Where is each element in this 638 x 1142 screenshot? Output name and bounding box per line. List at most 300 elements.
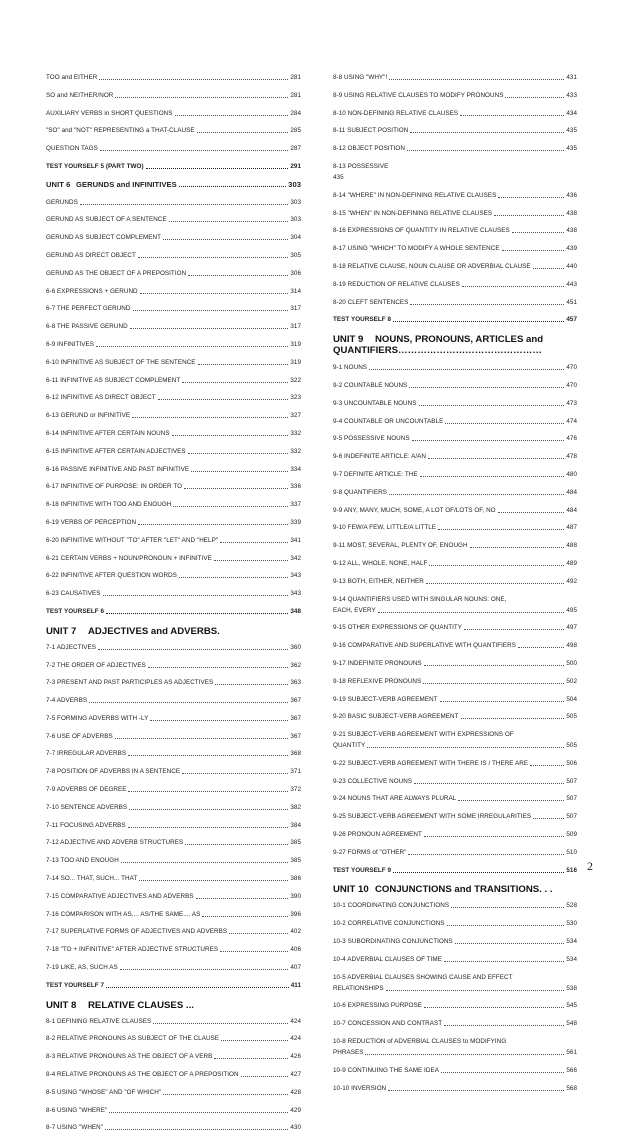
toc-entry bbox=[46, 555, 301, 562]
toc-entry bbox=[333, 192, 577, 199]
dot-leader bbox=[103, 595, 289, 596]
entry-title: 6-23 CAUSATIVES bbox=[46, 590, 101, 598]
toc-entry bbox=[333, 678, 577, 685]
entry-title: TEST YOURSELF 7 bbox=[46, 981, 105, 989]
entry-page: 411 bbox=[290, 981, 301, 989]
entry-page: 384 bbox=[290, 821, 301, 829]
entry-page: 305 bbox=[290, 251, 301, 259]
entry-page: 484 bbox=[566, 488, 577, 496]
dot-leader bbox=[423, 683, 564, 684]
entry-page: 431 bbox=[566, 74, 577, 81]
entry-page: 406 bbox=[290, 946, 301, 954]
entry-title: GERUND AS SUBJECT OF A SENTENCE bbox=[46, 216, 167, 224]
entry-title: 9-23 COLLECTIVE NOUNS bbox=[333, 777, 413, 785]
entry-page: 504 bbox=[566, 695, 577, 703]
unit-title: NOUNS, PRONOUNS, ARTICLES and bbox=[375, 334, 544, 346]
entry-page: 435 bbox=[333, 173, 344, 181]
dot-leader bbox=[412, 440, 565, 441]
toc-entry bbox=[333, 578, 577, 585]
entry-title: 7-14 SO... THAT, SUCH... THAT bbox=[46, 875, 138, 883]
toc-entry bbox=[46, 822, 301, 829]
entry-title: 9-14 QUANTIFIERS USED WITH SINGULAR NOUNS: ONE, bbox=[333, 595, 507, 603]
entry-page: 342 bbox=[290, 554, 301, 562]
entry-page: 314 bbox=[290, 287, 301, 295]
entry-title: 9-12 ALL, WHOLE, NONE, HALF bbox=[333, 559, 428, 567]
entry-page: 498 bbox=[566, 642, 577, 650]
entry-title: GERUND AS DIRECT OBJECT bbox=[46, 251, 136, 259]
dot-leader bbox=[214, 560, 289, 561]
entry-page: 323 bbox=[290, 394, 301, 402]
toc-left-column bbox=[46, 74, 301, 1142]
entry-page: 534 bbox=[566, 938, 577, 946]
dot-leader bbox=[132, 417, 288, 418]
entry-page: 281 bbox=[290, 74, 301, 81]
dot-leader bbox=[140, 293, 289, 294]
entry-title: 7-8 POSITION OF ADVERBS IN A SENTENCE bbox=[46, 768, 181, 776]
dot-leader bbox=[109, 1112, 288, 1113]
dot-leader bbox=[172, 435, 289, 436]
toc-entry bbox=[46, 893, 301, 900]
dot-leader bbox=[106, 613, 288, 614]
dot-leader bbox=[129, 809, 288, 810]
unit-title: GERUNDS and INFINITIVES bbox=[76, 179, 177, 189]
entry-title: 7-2 THE ORDER OF ADJECTIVES bbox=[46, 661, 146, 669]
dot-leader bbox=[440, 701, 565, 702]
toc-entry bbox=[46, 252, 301, 259]
entry-page: 561 bbox=[566, 1049, 577, 1057]
entry-title: "SO" and "NOT" REPRESENTING a THAT-CLAUSE bbox=[46, 127, 195, 135]
entry-title: 6-6 EXPRESSIONS + GERUND bbox=[46, 287, 138, 295]
dot-leader bbox=[221, 1040, 288, 1041]
toc-entry bbox=[333, 542, 577, 549]
entry-title: 10-3 SUBORDINATING CONJUNCTIONS bbox=[333, 938, 453, 946]
test-yourself-entry bbox=[333, 316, 577, 323]
toc-entry bbox=[46, 946, 301, 953]
dot-leader bbox=[455, 943, 565, 944]
entry-title: 7-3 PRESENT AND PAST PARTICIPLES AS ADJECTIVES bbox=[46, 679, 214, 687]
dot-leader bbox=[512, 232, 565, 233]
entry-title: 6-7 THE PERFECT GERUND bbox=[46, 305, 131, 313]
entry-page: 505 bbox=[566, 713, 577, 721]
entry-page: 341 bbox=[290, 536, 301, 544]
dot-leader bbox=[429, 565, 564, 566]
entry-title: 8-20 CLEFT SENTENCES bbox=[333, 298, 409, 306]
entry-title: 9-24 NOUNS THAT ARE ALWAYS PLURAL bbox=[333, 795, 457, 803]
entry-page: 362 bbox=[290, 661, 301, 669]
entry-page: 473 bbox=[566, 399, 577, 407]
toc-entry bbox=[333, 127, 577, 134]
entry-title: 10-10 INVERSION bbox=[333, 1084, 387, 1092]
toc-entry bbox=[333, 1020, 577, 1027]
dot-leader bbox=[185, 844, 288, 845]
entry-title: 7-15 COMPARATIVE ADJECTIVES AND ADVERBS bbox=[46, 892, 194, 900]
entry-title: 7-13 TOO AND ENOUGH bbox=[46, 857, 119, 865]
dot-leader bbox=[128, 791, 288, 792]
entry-page: 528 bbox=[566, 902, 577, 910]
dot-leader bbox=[173, 506, 288, 507]
toc-entry bbox=[46, 768, 301, 775]
page-number: 2 bbox=[587, 859, 593, 873]
entry-title: SO and NEITHER/NOR bbox=[46, 91, 114, 99]
entry-page: 495 bbox=[566, 606, 577, 614]
entry-title: 10-2 CORRELATIVE CONJUNCTIONS bbox=[333, 920, 445, 928]
entry-title: 8-13 POSSESSIVE bbox=[333, 162, 389, 170]
dot-leader bbox=[502, 250, 565, 251]
entry-title: 8-12 OBJECT POSITION bbox=[333, 145, 405, 153]
toc-entry bbox=[333, 382, 577, 389]
toc-entry bbox=[46, 74, 301, 81]
dot-leader bbox=[393, 872, 564, 873]
entry-title: 7-1 ADJECTIVES bbox=[46, 643, 97, 651]
dot-leader bbox=[179, 186, 286, 187]
dot-leader bbox=[241, 1076, 289, 1077]
entry-page: 368 bbox=[290, 750, 301, 758]
toc-entry bbox=[46, 839, 301, 846]
dot-leader bbox=[424, 665, 565, 666]
entry-page: 435 bbox=[566, 145, 577, 153]
unit-title: ADJECTIVES and ADVERBS. bbox=[88, 625, 220, 637]
toc-entry bbox=[46, 911, 301, 918]
entry-title: 9-18 REFLEXIVE PRONOUNS bbox=[333, 677, 422, 685]
dot-leader bbox=[197, 132, 289, 133]
entry-page: 385 bbox=[290, 857, 301, 865]
entry-page: 507 bbox=[566, 813, 577, 821]
entry-title: 8-17 USING "WHICH" TO MODIFY A WHOLE SENTENCE bbox=[333, 245, 500, 253]
entry-page: 507 bbox=[566, 795, 577, 803]
entry-title: 10-4 ADVERBIAL CLAUSES OF TIME bbox=[333, 955, 442, 963]
entry-title: 8-6 USING "WHERE" bbox=[46, 1106, 108, 1114]
toc-entry bbox=[46, 127, 301, 134]
entry-title: TOO and EITHER bbox=[46, 74, 98, 81]
dot-leader bbox=[386, 990, 565, 991]
dot-leader bbox=[444, 1025, 564, 1026]
entry-title: 9-5 POSSESSIVE NOUNS bbox=[333, 435, 410, 443]
entry-page: 430 bbox=[290, 1124, 301, 1132]
toc-entry bbox=[46, 715, 301, 722]
toc-entry bbox=[46, 430, 301, 437]
toc-entry bbox=[46, 394, 301, 401]
entry-page: 390 bbox=[290, 892, 301, 900]
entry-title: 6-17 INFINITIVE OF PURPOSE: IN ORDER TO bbox=[46, 483, 183, 491]
toc-entry bbox=[333, 364, 577, 371]
entry-title: 9-6 INDEFINITE ARTICLE: A/AN bbox=[333, 453, 426, 461]
entry-page: 497 bbox=[566, 624, 577, 632]
entry-title: 9-21 SUBJECT-VERB AGREEMENT WITH EXPRESSIONS OF bbox=[333, 731, 514, 739]
dot-leader bbox=[191, 471, 288, 472]
dot-leader bbox=[182, 773, 288, 774]
entry-title: 9-27 FORMS of "OTHER" bbox=[333, 848, 407, 856]
unit-title: CONJUNCTIONS and TRANSITIONS. . . bbox=[375, 884, 553, 896]
dot-leader bbox=[220, 951, 288, 952]
toc-entry bbox=[333, 985, 577, 992]
toc-entry bbox=[333, 245, 577, 252]
entry-page: 332 bbox=[290, 447, 301, 455]
dot-leader bbox=[409, 387, 564, 388]
entry-page: 319 bbox=[290, 340, 301, 348]
dot-leader bbox=[367, 747, 564, 748]
entry-title: 9-7 DEFINITE ARTICLE: THE bbox=[333, 470, 418, 478]
toc-entry bbox=[333, 1085, 577, 1092]
toc-entry bbox=[333, 471, 577, 478]
dot-leader bbox=[80, 204, 289, 205]
entry-title: 7-16 COMPARISON WITH AS.... AS/THE SAME.... AS bbox=[46, 910, 201, 918]
entry-page: 367 bbox=[290, 714, 301, 722]
unit-number: UNIT 9 bbox=[333, 334, 364, 346]
entry-title: 9-19 SUBJECT-VERB AGREEMENT bbox=[333, 695, 438, 703]
entry-title: 7-4 ADVERBS bbox=[46, 697, 88, 705]
entry-page: 478 bbox=[566, 453, 577, 461]
entry-title: 10-6 EXPRESSING PURPOSE bbox=[333, 1002, 422, 1010]
dot-leader bbox=[460, 115, 564, 116]
toc-entry bbox=[46, 288, 301, 295]
toc-entry-wrapped bbox=[333, 731, 577, 738]
entry-page: 476 bbox=[566, 435, 577, 443]
toc-entry bbox=[333, 92, 577, 99]
toc-entry bbox=[46, 1035, 301, 1042]
entry-page: 396 bbox=[290, 910, 301, 918]
entry-title: 7-17 SUPERLATIVE FORMS OF ADJECTIVES AND ADVERBS bbox=[46, 928, 228, 936]
entry-page: 291 bbox=[290, 162, 301, 170]
dot-leader bbox=[150, 720, 288, 721]
toc-entry bbox=[333, 624, 577, 631]
entry-page: 566 bbox=[566, 1066, 577, 1074]
dot-leader bbox=[410, 304, 564, 305]
entry-page: 343 bbox=[290, 590, 301, 598]
toc-entry bbox=[46, 644, 301, 651]
unit-number: UNIT 10 bbox=[333, 884, 369, 896]
entry-page: 407 bbox=[290, 964, 301, 972]
dot-leader bbox=[451, 907, 564, 908]
unit-heading bbox=[46, 181, 301, 188]
entry-page: 470 bbox=[566, 364, 577, 372]
dot-leader bbox=[98, 649, 288, 650]
dot-leader bbox=[188, 453, 289, 454]
entry-page: 509 bbox=[566, 831, 577, 839]
entry-title: 8-2 RELATIVE PRONOUNS AS SUBJECT OF THE CLAUSE bbox=[46, 1035, 220, 1043]
dot-leader bbox=[179, 577, 288, 578]
entry-title: 8-16 EXPRESSIONS OF QUANTITY IN RELATIVE CLAUSES bbox=[333, 227, 510, 235]
toc-entry-wrapped bbox=[333, 1038, 577, 1045]
toc-entry bbox=[333, 778, 577, 785]
entry-page: 484 bbox=[566, 506, 577, 514]
entry-title: 7-7 IRREGULAR ADVERBS bbox=[46, 750, 127, 758]
entry-page: 287 bbox=[290, 145, 301, 153]
entry-page: 317 bbox=[290, 305, 301, 313]
dot-leader bbox=[120, 969, 289, 970]
entry-title: 6-11 INFINITIVE AS SUBJECT COMPLEMENT bbox=[46, 376, 181, 384]
dot-leader bbox=[96, 346, 288, 347]
entry-title: 9-20 BASIC SUBJECT-VERB AGREEMENT bbox=[333, 713, 459, 721]
entry-page: 443 bbox=[566, 280, 577, 288]
entry-title: 6-15 INFINITIVE AFTER CERTAIN ADJECTIVES bbox=[46, 447, 186, 455]
dot-leader bbox=[533, 818, 564, 819]
entry-page: 438 bbox=[566, 227, 577, 235]
toc-entry bbox=[333, 660, 577, 667]
dot-leader bbox=[428, 458, 564, 459]
toc-entry bbox=[333, 1049, 577, 1056]
dot-leader bbox=[169, 221, 289, 222]
entry-title: 10-1 COORDINATING CONJUNCTIONS bbox=[333, 902, 450, 910]
entry-title: 8-11 SUBJECT POSITION bbox=[333, 127, 409, 135]
dot-leader bbox=[444, 961, 564, 962]
entry-page: 434 bbox=[566, 109, 577, 117]
entry-page: 306 bbox=[290, 269, 301, 277]
toc-entry bbox=[46, 483, 301, 490]
dot-leader bbox=[128, 755, 288, 756]
dot-leader bbox=[410, 132, 564, 133]
entry-page: 284 bbox=[290, 109, 301, 117]
toc-entry bbox=[333, 489, 577, 496]
dot-leader bbox=[89, 702, 288, 703]
dot-leader bbox=[220, 542, 288, 543]
toc-entry bbox=[46, 305, 301, 312]
toc-entry bbox=[333, 299, 577, 306]
entry-title: 7-11 FOCUSING ADVERBS bbox=[46, 821, 126, 829]
entry-page: 303 bbox=[290, 198, 301, 206]
unit-heading bbox=[46, 1000, 301, 1011]
entry-page: 428 bbox=[290, 1088, 301, 1096]
dot-leader bbox=[424, 1007, 564, 1008]
entry-page: 451 bbox=[566, 298, 577, 306]
entry-title: 9-26 PRONOUN AGREEMENT bbox=[333, 831, 422, 839]
entry-page: 457 bbox=[566, 316, 577, 324]
entry-title: 8-18 RELATIVE CLAUSE, NOUN CLAUSE OR ADVERBIAL CLAUSE bbox=[333, 262, 531, 270]
entry-title: 6-9 INFINITIVES bbox=[46, 340, 94, 348]
toc-entry bbox=[333, 831, 577, 838]
dot-leader bbox=[198, 364, 289, 365]
dot-leader bbox=[388, 1090, 564, 1091]
entry-page: 285 bbox=[290, 127, 301, 135]
dot-leader bbox=[458, 800, 564, 801]
entry-page: 516 bbox=[566, 866, 577, 874]
dot-leader bbox=[229, 933, 288, 934]
toc-entry bbox=[46, 448, 301, 455]
dot-leader bbox=[215, 684, 288, 685]
entry-title: 7-10 SENTENCE ADVERBS bbox=[46, 803, 128, 811]
entry-title: 8-10 NON-DEFINING RELATIVE CLAUSES bbox=[333, 109, 459, 117]
entry-page: 332 bbox=[290, 429, 301, 437]
entry-title: 9-8 QUANTIFIERS bbox=[333, 488, 387, 496]
entry-page: 339 bbox=[290, 518, 301, 526]
toc-entry bbox=[333, 760, 577, 767]
dot-leader bbox=[533, 268, 565, 269]
entry-page: 319 bbox=[290, 358, 301, 366]
entry-title: 8-1 DEFINING RELATIVE CLAUSES bbox=[46, 1017, 152, 1025]
toc-entry bbox=[46, 359, 301, 366]
toc-entry bbox=[46, 537, 301, 544]
entry-page: 538 bbox=[566, 984, 577, 992]
entry-title: 10-9 CONTINUING THE SAME IDEA bbox=[333, 1066, 439, 1074]
toc-right-column bbox=[333, 74, 577, 1102]
entry-page: 530 bbox=[566, 920, 577, 928]
dot-leader bbox=[378, 612, 565, 613]
dot-leader bbox=[175, 115, 289, 116]
toc-entry bbox=[333, 400, 577, 407]
dot-leader bbox=[115, 97, 288, 98]
dot-leader bbox=[158, 399, 289, 400]
dot-leader bbox=[163, 239, 288, 240]
dot-leader bbox=[138, 257, 288, 258]
entry-page: 433 bbox=[566, 91, 577, 99]
dot-leader bbox=[494, 215, 564, 216]
toc-entry bbox=[46, 92, 301, 99]
toc-entry-wrapped bbox=[333, 596, 577, 603]
toc-entry bbox=[333, 642, 577, 649]
entry-page: 510 bbox=[566, 848, 577, 856]
entry-title: 7-12 ADJECTIVE AND ADVERB STRUCTURES bbox=[46, 839, 184, 847]
entry-page: 548 bbox=[566, 1020, 577, 1028]
entry-page: 371 bbox=[290, 768, 301, 776]
unit-title-continued: QUANTIFIERS……………………………………… bbox=[333, 345, 542, 357]
entry-title: 6-12 INFINITIVE AS DIRECT OBJECT bbox=[46, 394, 156, 402]
toc-entry bbox=[333, 849, 577, 856]
dot-leader bbox=[414, 783, 564, 784]
entry-title: 8-7 USING "WHEN" bbox=[46, 1124, 104, 1132]
dot-leader bbox=[530, 765, 564, 766]
dot-leader bbox=[121, 862, 289, 863]
toc-entry bbox=[46, 679, 301, 686]
dot-leader bbox=[505, 97, 564, 98]
entry-page: 534 bbox=[566, 955, 577, 963]
toc-entry bbox=[46, 1107, 301, 1114]
entry-title: 9-25 SUBJECT-VERB AGREEMENT WITH SOME IRREGULARITIES bbox=[333, 813, 532, 821]
dot-leader bbox=[100, 150, 288, 151]
entry-title: GERUND AS SUBJECT COMPLEMENT bbox=[46, 234, 161, 242]
entry-title: GERUND AS THE OBJECT OF A PREPOSITION bbox=[46, 269, 187, 277]
test-yourself-entry bbox=[46, 163, 301, 170]
entry-page: 487 bbox=[566, 524, 577, 532]
dot-leader bbox=[445, 423, 564, 424]
toc-entry bbox=[46, 466, 301, 473]
dot-leader bbox=[128, 827, 289, 828]
entry-title: 8-8 USING "WHY"! bbox=[333, 74, 388, 81]
entry-page: 322 bbox=[290, 376, 301, 384]
toc-entry bbox=[333, 418, 577, 425]
toc-entry bbox=[46, 1071, 301, 1078]
test-yourself-entry bbox=[46, 982, 301, 989]
toc-entry bbox=[333, 281, 577, 288]
toc-entry bbox=[333, 210, 577, 217]
entry-page: 505 bbox=[566, 742, 577, 750]
entry-title: 6-20 INFINITIVE WITHOUT "TO" AFTER "LET" AND "HELP" bbox=[46, 536, 219, 544]
entry-title: 7-6 USE OF ADVERBS bbox=[46, 732, 113, 740]
entry-page: 429 bbox=[290, 1106, 301, 1114]
unit-number: UNIT 6 bbox=[46, 179, 71, 189]
toc-entry bbox=[46, 341, 301, 348]
entry-title: EACH, EVERY bbox=[333, 606, 376, 614]
entry-title: 9-4 COUNTABLE OR UNCOUNTABLE bbox=[333, 417, 444, 425]
dot-leader bbox=[389, 494, 564, 495]
unit-heading bbox=[46, 626, 301, 637]
entry-title: 6-21 CERTAIN VERBS + NOUN/PRONOUN + INFINITIVE bbox=[46, 554, 212, 562]
dot-leader bbox=[99, 79, 288, 80]
entry-title: 10-5 ADVERBIAL CLAUSES SHOWING CAUSE AND EFFECT bbox=[333, 973, 513, 981]
toc-entry bbox=[46, 110, 301, 117]
entry-page: 304 bbox=[290, 234, 301, 242]
toc-entry bbox=[46, 234, 301, 241]
dot-leader bbox=[441, 1072, 564, 1073]
toc-entry bbox=[333, 263, 577, 270]
unit-heading bbox=[333, 884, 577, 895]
entry-page: 337 bbox=[290, 501, 301, 509]
toc-entry bbox=[333, 713, 577, 720]
entry-page: 385 bbox=[290, 839, 301, 847]
toc-entry bbox=[333, 938, 577, 945]
dot-leader bbox=[470, 547, 565, 548]
entry-title: 9-22 SUBJECT-VERB AGREEMENT WITH THERE IS / THERE ARE bbox=[333, 759, 529, 767]
entry-title: 9-17 INDEFINITE PRONOUNS bbox=[333, 659, 422, 667]
toc-entry bbox=[333, 795, 577, 802]
